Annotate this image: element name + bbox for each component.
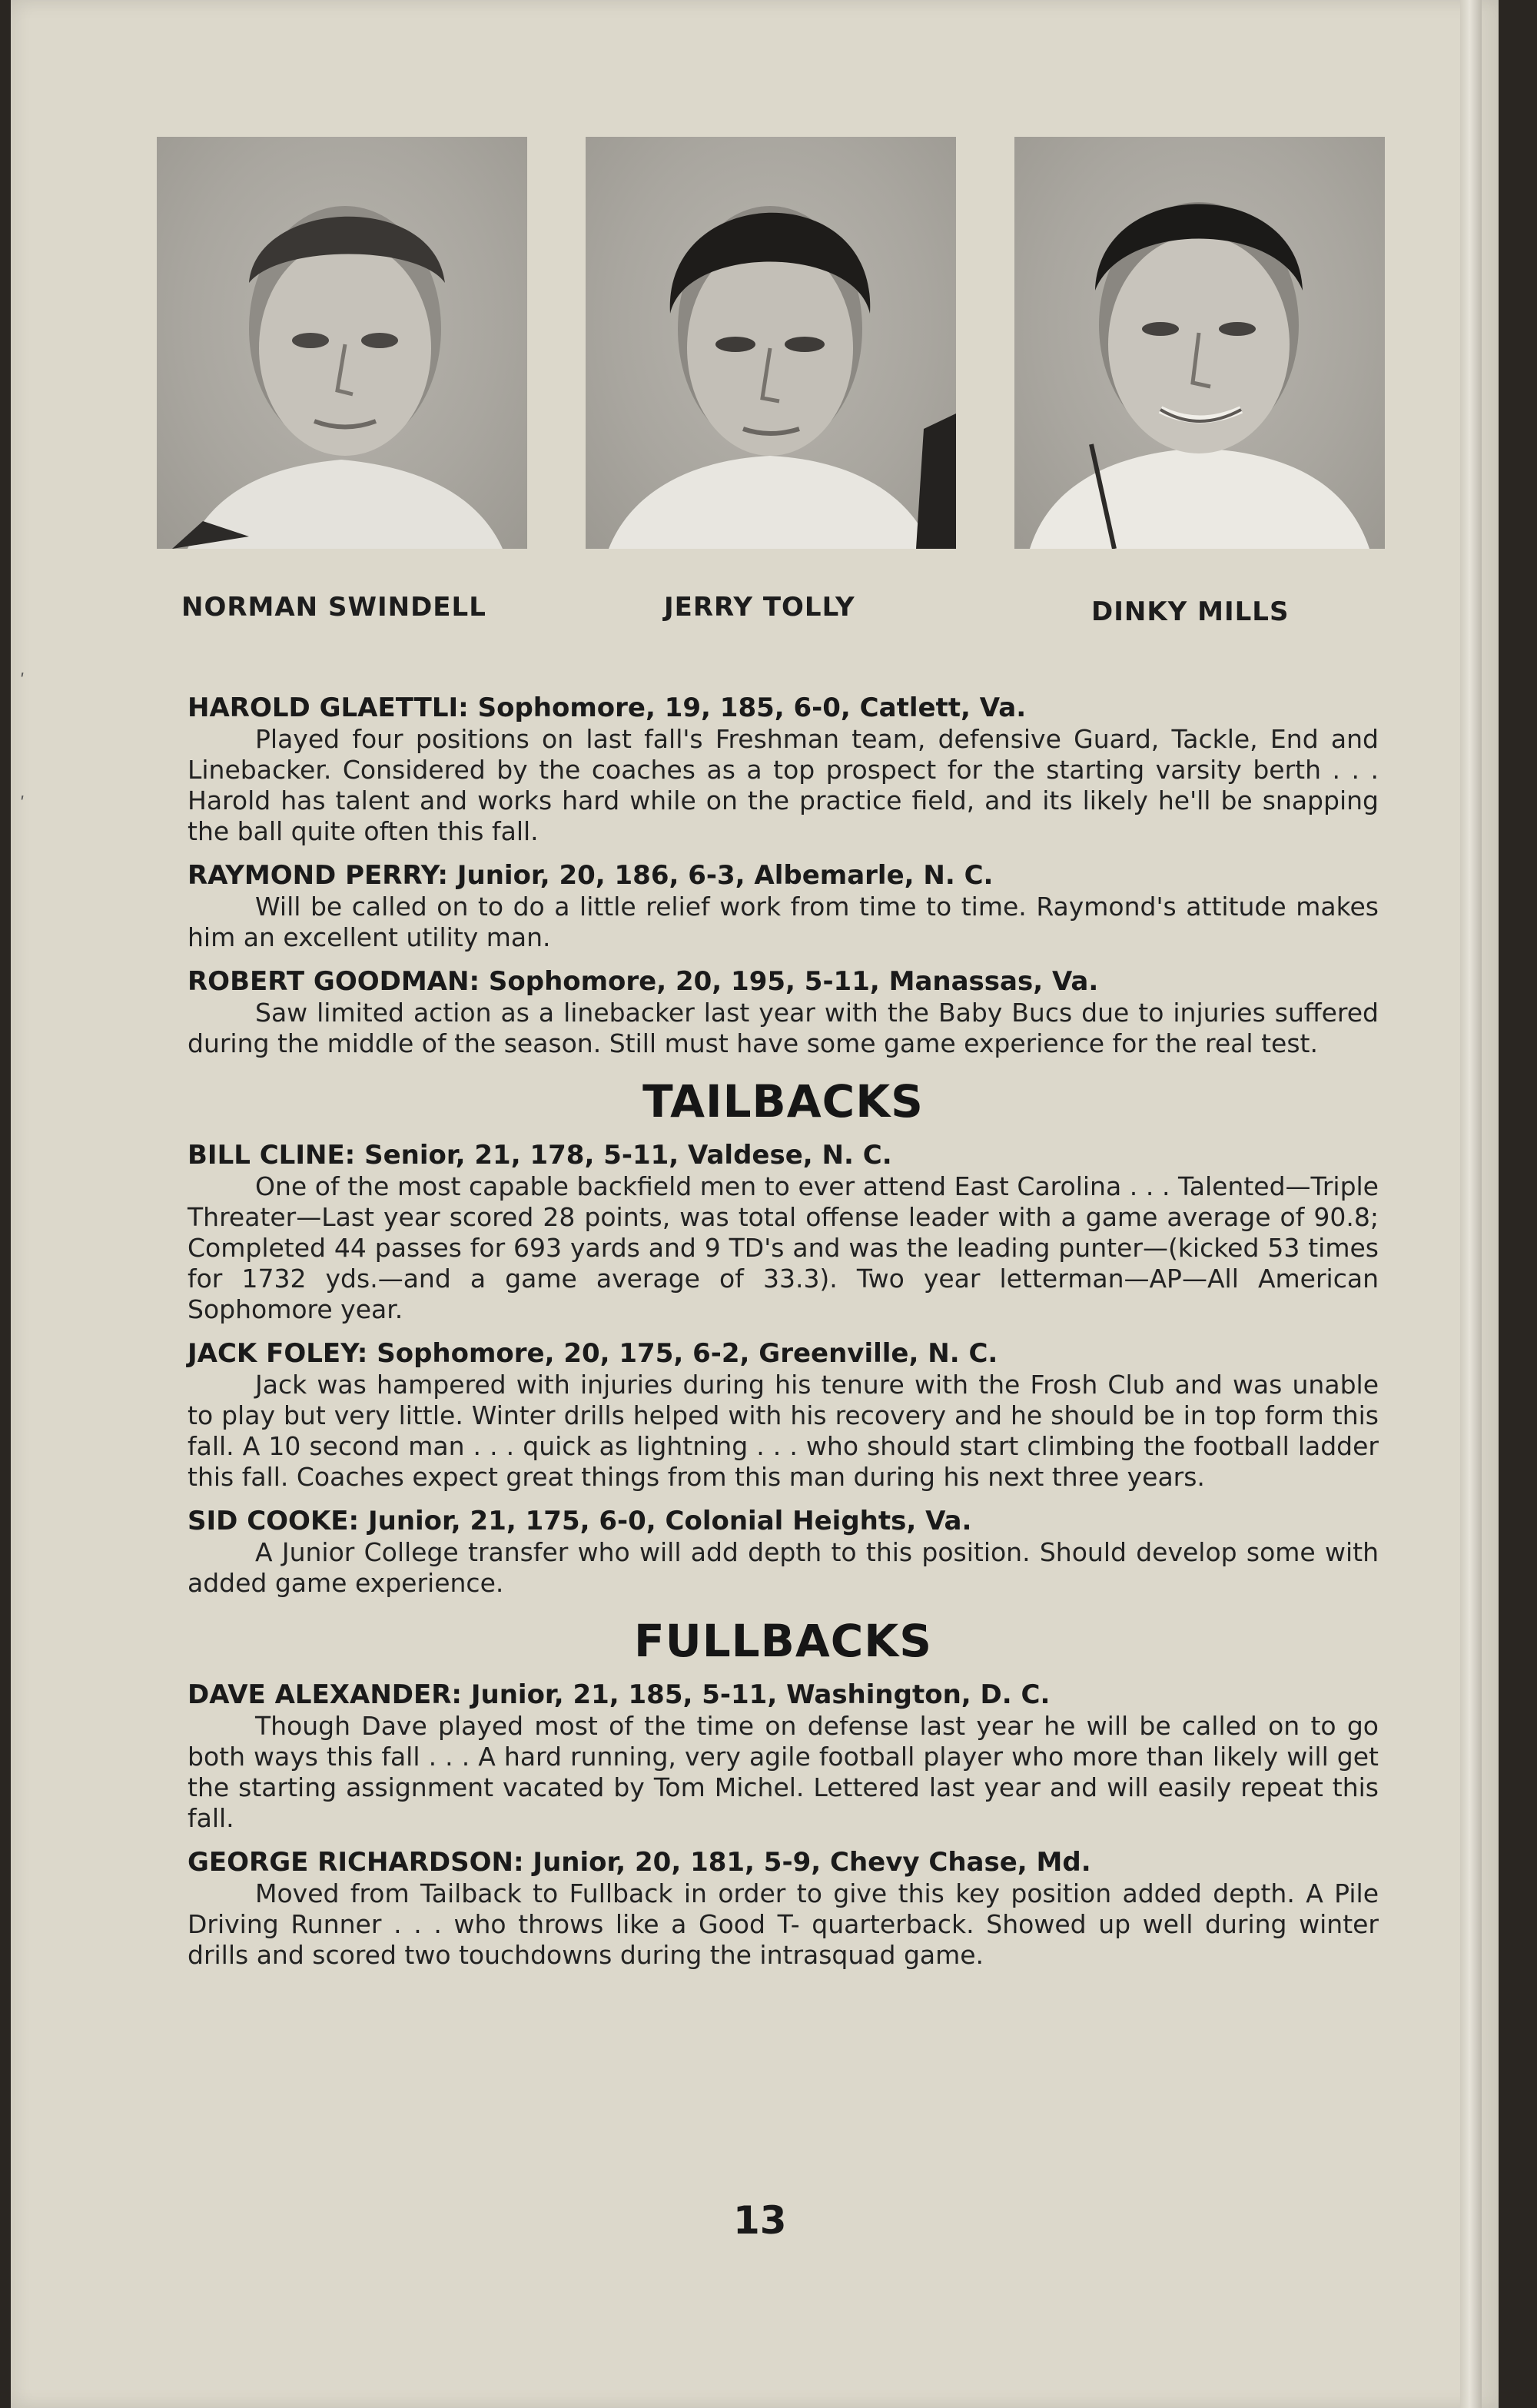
player-header: GEORGE RICHARDSON: Junior, 20, 181, 5-9, Chevy Chase, Md. (188, 1847, 1091, 1878)
section-title-tailbacks: TAILBACKS (642, 1075, 924, 1128)
photo-caption-2: JERRY TOLLY (664, 592, 855, 623)
photo-caption-3: DINKY MILLS (1091, 596, 1290, 627)
photo-caption-1: NORMAN SWINDELL (181, 592, 486, 623)
page-binding-edge (1460, 0, 1482, 2408)
player-header: DAVE ALEXANDER: Junior, 21, 185, 5-11, Washington, D. C. (188, 1679, 1051, 1710)
player-entry (188, 692, 1379, 847)
player-entry (188, 1505, 1379, 1599)
roster-text (188, 692, 1379, 1983)
player-description: One of the most capable backfield men to ever attend East Carolina . . . Talented—Triple Threater—Last year scored 28 points, was total offense leader with a game average of 90.8; Completed 44 passes for 693 yards and 9 TD's and was the leading punter—(kicked 53 times for 1732 yds.—and a game average of 33.3). Two year letterman—AP—All American Sophomore year. (188, 1171, 1379, 1324)
player-header: JACK FOLEY: Sophomore, 20, 175, 6-2, Greenville, N. C. (188, 1338, 998, 1369)
player-description: Moved from Tailback to Fullback in order to give this key position added depth. A Pile Driving Runner . . . who throws like a Good T- quarterback. Showed up well during winter drills and scored two touchdowns during the intrasquad game. (188, 1878, 1379, 1970)
player-entry (188, 1337, 1379, 1493)
player-description: A Junior College transfer who will add depth to this position. Should develop some with added game experience. (188, 1537, 1379, 1598)
player-entry (188, 965, 1379, 1059)
program-page (11, 0, 1499, 2408)
player-header: BILL CLINE: Senior, 21, 178, 5-11, Valdese, N. C. (188, 1140, 892, 1171)
player-entry (188, 859, 1379, 953)
margin-mark: ʹ (20, 672, 25, 691)
player-photo-2 (586, 137, 956, 549)
player-entry (188, 1846, 1379, 1971)
player-description: Jack was hampered with injuries during his tenure with the Frosh Club and was unable to play but very little. Winter drills helped with his recovery and he should be in top form this fall. A 10 second man . . . quick as lightning . . . who should start climbing the football ladder this fall. Coaches expect great things from this man during his next three years. (188, 1370, 1379, 1492)
player-header: ROBERT GOODMAN: Sophomore, 20, 195, 5-11, Manassas, Va. (188, 966, 1099, 997)
margin-mark: ʹ (20, 795, 25, 814)
player-description: Will be called on to do a little relief work from time to time. Raymond's attitude makes him an excellent utility man. (188, 892, 1379, 952)
player-entry (188, 1139, 1379, 1325)
player-header: SID COOKE: Junior, 21, 175, 6-0, Colonial Heights, Va. (188, 1506, 972, 1536)
player-photo-3 (1014, 137, 1385, 549)
player-entry (188, 1679, 1379, 1834)
player-photo-1 (157, 137, 527, 549)
player-header: HAROLD GLAETTLI: Sophomore, 19, 185, 6-0, Catlett, Va. (188, 693, 1027, 723)
section-title-fullbacks: FULLBACKS (633, 1615, 932, 1667)
player-header: RAYMOND PERRY: Junior, 20, 186, 6-3, Albemarle, N. C. (188, 860, 994, 891)
player-description: Though Dave played most of the time on defense last year he will be called on to go both ways this fall . . . A hard running, very agile football player who more than likely will get the starting assignment vacated by Tom Michel. Lettered last year and will easily repeat this fall. (188, 1711, 1379, 1833)
page-number: 13 (733, 2198, 787, 2243)
player-description: Played four positions on last fall's Freshman team, defensive Guard, Tackle, End and Linebacker. Considered by the coaches as a top prospect for the starting varsity berth . . . Harold has talent and works hard while on the practice field, and its likely he'll be snapping the ball quite often this fall. (188, 724, 1379, 846)
player-description: Saw limited action as a linebacker last year with the Baby Bucs due to injuries suffered during the middle of the season. Still must have some game experience for the real test. (188, 998, 1379, 1058)
